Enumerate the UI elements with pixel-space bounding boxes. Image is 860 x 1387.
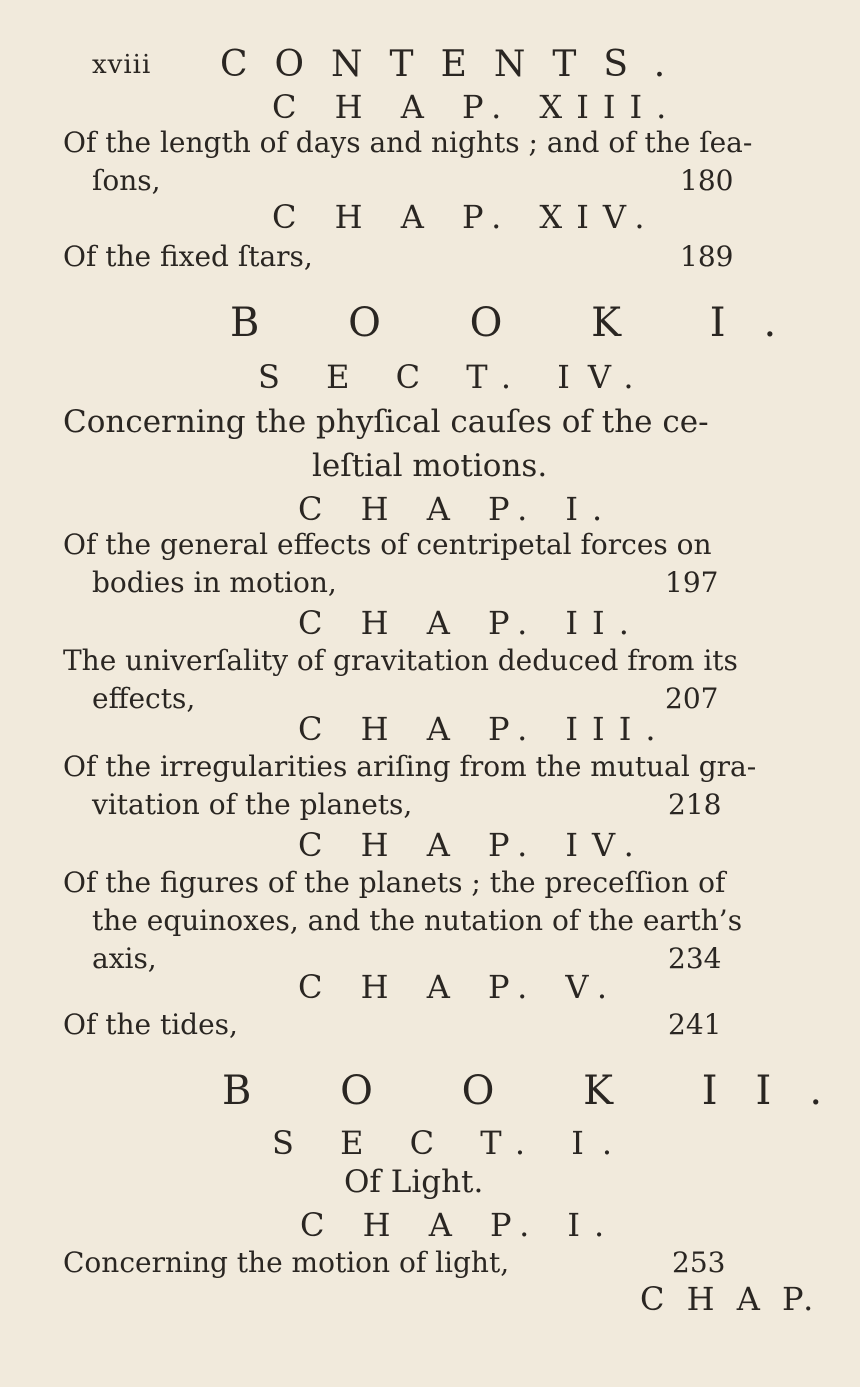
page-ref: 241 (668, 1008, 722, 1041)
page-ref: 234 (668, 942, 722, 975)
page-number: xviii (92, 50, 152, 80)
page-ref: 253 (672, 1246, 726, 1279)
section-subject: Of Light. (344, 1164, 484, 1200)
chap-heading: C H A P. III. (298, 710, 670, 748)
page-ref: 189 (680, 240, 734, 273)
book-heading: B O O K I. (230, 300, 815, 346)
chap-heading: C H A P. V. (298, 968, 622, 1006)
page-ref: 218 (668, 788, 722, 821)
entry-text: Of the length of days and nights ; and of the ſea- (63, 126, 753, 159)
chap-heading: C H A P. I. (298, 490, 617, 528)
chap-heading: C H A P. I. (300, 1206, 619, 1244)
section-heading: S E C T. IV. (258, 358, 652, 396)
entry-text: Of the figures of the planets ; the preceſſion of (63, 866, 726, 899)
entry-text: Of the fixed ſtars, (63, 240, 313, 273)
chap-heading: C H A P. II. (298, 604, 643, 642)
entry-text: the equinoxes, and the nutation of the earth’s (92, 904, 743, 937)
entry-text: The univerſality of gravitation deduced from its (63, 644, 738, 677)
book-heading: B O O K II. (222, 1068, 860, 1114)
section-heading: S E C T. I. (272, 1124, 631, 1162)
catchword: C H A P. (640, 1280, 820, 1318)
page-ref: 180 (680, 164, 734, 197)
section-subject: Concerning the phyſical cauſes of the ce- (63, 404, 709, 440)
entry-text: Of the general effects of centripetal forces on (63, 528, 712, 561)
entry-text: bodies in motion, (92, 566, 337, 599)
chap-heading: C H A P. XIV. (272, 198, 659, 236)
entry-text: ſons, (92, 164, 161, 197)
page-ref: 207 (665, 682, 719, 715)
section-subject: leſtial motions. (312, 448, 548, 484)
entry-text: effects, (92, 682, 196, 715)
entry-text: vitation of the planets, (92, 788, 413, 821)
chap-heading: C H A P. IV. (298, 826, 648, 864)
page-ref: 197 (665, 566, 719, 599)
entry-text: Concerning the motion of light, (63, 1246, 510, 1279)
entry-text: Of the irregularities ariſing from the mutual gra- (63, 750, 757, 783)
entry-text: axis, (92, 942, 157, 975)
page-title: CONTENTS. (220, 44, 693, 85)
entry-text: Of the tides, (63, 1008, 238, 1041)
chap-heading: C H A P. XIII. (272, 88, 681, 126)
